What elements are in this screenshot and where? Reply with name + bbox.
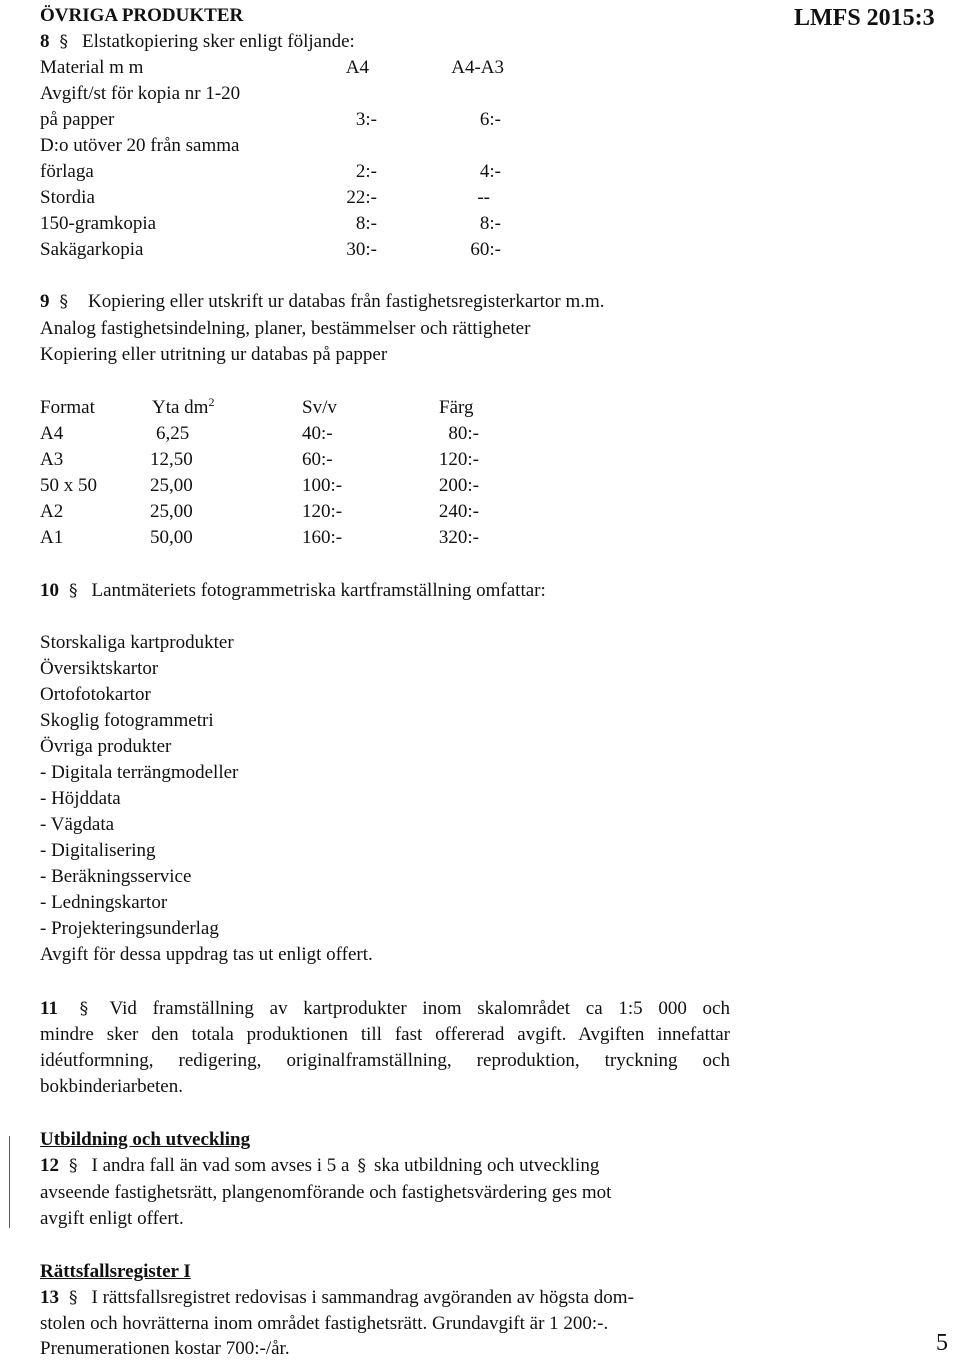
table-cell-color: 80:- [448,423,479,444]
paragraph-line: mindre sker den totala produktionen till fast offererad avgift. Avgiften innefattar [40,1024,730,1045]
table-cell-a4: 8:- [355,213,377,234]
table-row-label: förlaga [40,161,94,182]
table-cell-a4: 2:- [355,161,377,182]
table-row-label: Stordia [40,187,95,208]
section-9-line-2: Analog fastighetsindelning, planer, bestämmelser och rättigheter [40,318,531,339]
table-cell-area: 50,00 [150,527,193,548]
table-cell-format: A4 [40,423,64,444]
table-cell-area: 25,00 [150,501,193,522]
table-cell-a4: 30:- [346,239,377,260]
page-number: 5 [936,1330,948,1356]
table-cell-a4a3: 8:- [479,213,501,234]
section-sign: § [357,1156,366,1176]
paragraph-number: 10 [40,580,59,601]
list-item: Ortofotokartor [40,684,151,705]
table-cell-color: 240:- [438,501,479,522]
section-sign: § [59,292,68,312]
table-cell-color: 320:- [438,527,479,548]
table-cell-bw: 40:- [302,423,333,444]
table-cell-format: 50 x 50 [40,475,97,496]
section-9-line-1: Kopiering eller utskrift ur databas från fastighetsregisterkartor m.m. [88,291,605,312]
table-cell-area: 25,00 [150,475,193,496]
section-13-line-3: Prenumerationen kostar 700:-/år. [40,1338,290,1359]
column-header-bw: Sv/v [302,397,337,418]
section-sign: § [69,1156,78,1176]
list-item: Översiktskartor [40,658,159,679]
table-cell-a4a3: 60:- [470,239,501,260]
list-item: - Digitalisering [40,840,156,861]
list-item: - Vägdata [40,814,115,835]
table-cell-bw: 120:- [302,501,343,522]
table-row-label: Avgift/st för kopia nr 1-20 [40,83,241,104]
revision-bar [9,1136,10,1228]
section-12-line-2: avseende fastighetsrätt, plangenomförande och fastighetsvärdering ges mot [40,1182,612,1203]
table-cell-a4a3: 4:- [479,161,501,182]
section-9-heading [40,289,605,315]
section-sign: § [79,999,89,1019]
section-10-heading [40,578,546,604]
table-cell-bw: 160:- [302,527,343,548]
column-header-area: Yta $dm^2$ [152,395,215,418]
paragraph-line: idéutformning, redigering, originalframställning, reproduktion, tryckning och [40,1050,730,1071]
column-header-format: Format [40,397,95,418]
table-cell-area: 12,50 [150,449,193,470]
paragraph-number: 12 [40,1155,59,1176]
table-row-label: D:o utöver 20 från samma [40,135,240,156]
table-cell-format: A3 [40,449,64,470]
section-13-line-1: 13 § I rättsfallsregistret redovisas i sammandrag avgöranden av högsta dom- [40,1287,634,1308]
table-cell-a4a3: A4-A3 [451,57,504,78]
paragraph-line: bokbinderiarbeten. [40,1076,183,1097]
paragraph-line: 11 § Vid framställning av kartprodukter inom skalområdet ca 1:5 000 och [40,998,730,1019]
rattsfall-heading: Rättsfallsregister I [40,1261,191,1282]
table-cell-format: A2 [40,501,64,522]
table-cell-a4a3: -- [477,187,490,208]
section-11-paragraph [40,996,730,1100]
section-sign: § [69,1288,78,1308]
list-item: Storskaliga kartprodukter [40,632,234,653]
list-item: Skoglig fotogrammetri [40,710,214,731]
section-12-line-3: avgift enligt offert. [40,1208,184,1229]
document-code: LMFS 2015:3 [794,5,935,31]
section-13-line-2: stolen och hovrätterna inom området fastighetsrätt. Grundavgift är 1 200:-. [40,1313,609,1334]
table-row-label: Sakägarkopia [40,239,144,260]
table-row-label: på papper [40,109,115,130]
table-cell-bw: 60:- [302,449,333,470]
list-item: - Ledningskartor [40,892,168,913]
section-8-intro: Elstatkopiering sker enligt följande: [82,31,355,52]
paragraph-number: 8 [40,31,50,52]
list-item: - Digitala terrängmodeller [40,762,239,783]
list-item: Övriga produkter [40,736,172,757]
table-cell-format: A1 [40,527,64,548]
table-cell-area: 6,25 [156,423,190,444]
paragraph-number: 13 [40,1287,59,1308]
table-cell-a4: 22:- [346,187,377,208]
section-title: ÖVRIGA PRODUKTER [40,5,244,26]
section-10-intro: Lantmäteriets fotogrammetriska kartframställning omfattar: [91,580,546,601]
list-item: - Projekteringsunderlag [40,918,219,939]
table-cell-color: 200:- [438,475,479,496]
column-header-color: Färg [439,397,474,418]
paragraph-number: 11 [40,998,58,1019]
table-cell-bw: 100:- [302,475,343,496]
section-sign: § [69,581,78,601]
list-item: - Beräkningsservice [40,866,192,887]
table-cell-a4: 3:- [355,109,377,130]
table-row-label: Material m m [40,57,144,78]
table-cell-a4a3: 6:- [479,109,501,130]
table-cell-a4: A4 [345,57,369,78]
section-8-heading [40,29,355,55]
paragraph-number: 9 [40,291,50,312]
table-cell-color: 120:- [438,449,479,470]
section-12-line-1: 12 § I andra fall än vad som avses i 5 a § ska utbildning och utveckling [40,1155,600,1176]
offer-note: Avgift för dessa uppdrag tas ut enligt offert. [40,944,373,965]
table-row-label: 150-gramkopia [40,213,157,234]
list-item: - Höjddata [40,788,121,809]
section-9-line-3: Kopiering eller utritning ur databas på papper [40,344,388,365]
utbildning-heading: Utbildning och utveckling [40,1129,251,1150]
section-sign: § [59,32,68,52]
